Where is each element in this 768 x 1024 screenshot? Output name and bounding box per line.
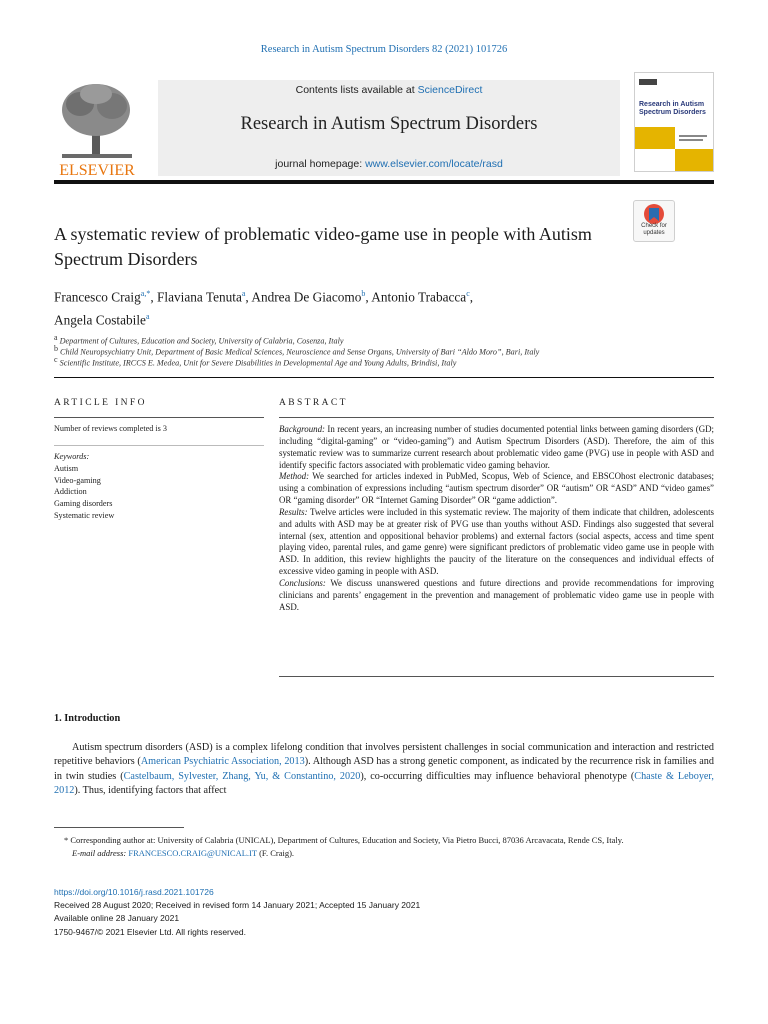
- abstract-text: In recent years, an increasing number of studies documented potential links between gaming disorders (GD; including “digital-gaming” or “video-gaming”) and Autism Spectrum Disorders (ASD). Therefore, the aim of this systematic review was to summarize current research about problematic video game (PVG) use in people with ASD and identify specific factors associated with problematic video gaming behavior.: [279, 424, 714, 470]
- keyword[interactable]: Autism: [54, 463, 79, 473]
- homepage-line: [158, 158, 620, 170]
- keyword[interactable]: Gaming disorders: [54, 499, 113, 509]
- homepage-prefix: journal homepage:: [275, 158, 366, 170]
- journal-title: Research in Autism Spectrum Disorders: [240, 114, 538, 134]
- abstract-conclusions: [279, 578, 714, 614]
- introduction-paragraph: [54, 741, 714, 799]
- citation-link[interactable]: Chaste & Leboyer, 2012: [54, 770, 714, 797]
- author-affiliation-mark[interactable]: b: [361, 289, 366, 298]
- copyright-line: 1750-9467/© 2021 Elsevier Ltd. All rights reserved.: [54, 926, 246, 937]
- email-label: E-mail address:: [72, 848, 127, 858]
- keywords-block: [54, 451, 114, 522]
- header-rule: [54, 180, 714, 184]
- divider: [54, 417, 264, 418]
- abstract-body: [279, 424, 714, 614]
- author-separator: ,: [365, 289, 372, 305]
- abstract-label: Results:: [279, 506, 308, 517]
- abstract-results: [279, 507, 714, 578]
- author-name[interactable]: Francesco Craig: [54, 289, 141, 305]
- paper-title: A systematic review of problematic video-game use in people with Autism Spectrum Disorders: [54, 224, 592, 269]
- footnote-rule: [54, 827, 184, 828]
- journal-cover-thumbnail[interactable]: [634, 72, 714, 172]
- divider: [279, 676, 714, 677]
- check-for-updates-label: Check for updates: [641, 223, 667, 236]
- abstract-label: Conclusions:: [279, 577, 326, 588]
- section-rule: [54, 377, 714, 378]
- affiliation-text: Scientific Institute, IRCCS E. Medea, Unit for Severe Disabilities in Developmental Age and Young Adults, Brindisi, Italy: [59, 358, 457, 368]
- corresponding-author-line: [54, 834, 714, 847]
- contents-prefix: Contents lists available at: [295, 84, 418, 96]
- author-list: [54, 284, 674, 331]
- journal-header: [54, 70, 714, 180]
- abstract-heading: ABSTRACT: [279, 398, 348, 408]
- author-affiliation-mark[interactable]: a: [241, 289, 246, 298]
- body-text: Autism spectrum disorders (ASD) is a complex lifelong condition that involves persistent challenges in social communication and interaction and restricted repetitive behaviors (: [54, 742, 714, 768]
- article-metadata: [54, 886, 420, 939]
- check-for-updates-button[interactable]: [633, 200, 675, 242]
- journal-citation-link[interactable]: Research in Autism Spectrum Disorders 82 (2021) 101726: [260, 44, 508, 55]
- author-affiliation-mark[interactable]: a: [145, 312, 150, 322]
- author-affiliation-mark[interactable]: a,*: [140, 289, 151, 298]
- contents-line: [158, 84, 620, 96]
- author-affiliation-mark[interactable]: c: [466, 289, 470, 298]
- keyword[interactable]: Addiction: [54, 487, 87, 497]
- journal-banner: [158, 80, 620, 176]
- footnote-star: *: [64, 835, 69, 845]
- abstract-method: [279, 471, 714, 507]
- citation-link[interactable]: Castelbaum, Sylvester, Zhang, Yu, & Constantino, 2020: [123, 770, 361, 782]
- article-info-heading: ARTICLE INFO: [54, 398, 147, 408]
- corresponding-author-footnote: [54, 834, 714, 860]
- available-online-date: Available online 28 January 2021: [54, 913, 180, 924]
- abstract-label: Method:: [279, 471, 310, 482]
- body-text: ), co-occurring difficulties may influence behavioral phenotype (: [360, 770, 635, 782]
- keyword[interactable]: Video-gaming: [54, 475, 101, 485]
- divider: [54, 445, 264, 446]
- affiliation-mark: b: [54, 344, 58, 353]
- author-email-link[interactable]: FRANCESCO.CRAIG@UNICAL.IT: [128, 848, 257, 858]
- author-separator: ,: [469, 289, 474, 305]
- affiliation-mark: c: [54, 355, 58, 364]
- abstract-background: [279, 424, 714, 471]
- body-text: ). Thus, identifying factors that affect: [74, 785, 227, 797]
- elsevier-logo[interactable]: [54, 80, 140, 180]
- introduction-heading: 1. Introduction: [54, 713, 121, 724]
- author-name[interactable]: Angela Costabile: [54, 312, 146, 328]
- author-separator: ,: [150, 289, 157, 305]
- email-line: [54, 847, 714, 860]
- doi-link[interactable]: https://doi.org/10.1016/j.rasd.2021.101726: [54, 887, 214, 897]
- sciencedirect-link[interactable]: ScienceDirect: [417, 84, 483, 96]
- body-text: ). Although ASD has a strong genetic component, as indicated by the recurrence risk in families and in twin studies (: [54, 756, 714, 782]
- author-name[interactable]: Antonio Trabacca: [371, 289, 467, 305]
- author-name[interactable]: Andrea De Giacomo: [251, 289, 362, 305]
- abstract-text: We discuss unanswered questions and future directions and provide recommendations for improving clinicians and parents’ engagement in the prevention and management of problematic video game use in people with ASD.: [279, 577, 714, 612]
- journal-homepage-link[interactable]: www.elsevier.com/locate/rasd: [365, 158, 503, 170]
- divider: [279, 417, 714, 418]
- received-dates: Received 28 August 2020; Received in revised form 14 January 2021; Accepted 15 January 2021: [54, 900, 421, 911]
- elsevier-wordmark: ELSEVIER: [59, 162, 135, 179]
- author-separator: ,: [245, 289, 252, 305]
- affiliation-mark: a: [54, 333, 58, 342]
- abstract-text: We searched for articles indexed in PubMed, Scopus, Web of Science, and EBSCOhost electronic databases; using a combination of expressions including “autism spectrum disorder” OR “autism” OR “ASD” AND “video games” OR “gaming disorder” OR “Internet Gaming Disorder” OR “game addiction”.: [279, 471, 714, 506]
- author-name[interactable]: Flaviana Tenuta: [157, 289, 242, 305]
- cover-title: Research in Autism Spectrum Disorders: [639, 101, 706, 116]
- reviews-count: Number of reviews completed is 3: [54, 424, 168, 433]
- citation-link[interactable]: American Psychiatric Association, 2013: [140, 756, 305, 768]
- abstract-label: Background:: [279, 424, 326, 434]
- email-suffix: (F. Craig).: [256, 848, 295, 858]
- affiliation: [54, 355, 714, 368]
- affiliation-text: Child Neuropsychiatry Unit, Department of Basic Medical Sciences, Neuroscience and Sense Organs, University of Bari “Aldo Moro”, Bari, Italy: [60, 347, 540, 357]
- keyword[interactable]: Systematic review: [54, 510, 115, 520]
- affiliation-text: Department of Cultures, Education and Society, University of Calabria, Cosenza, Italy: [59, 336, 344, 346]
- keywords-label: Keywords:: [54, 452, 90, 461]
- corresponding-text: Corresponding author at: University of Calabria (UNICAL), Department of Cultures, Education and Society, Via Pietro Bucci, 87036 Arcavacata, Rende CS, Italy.: [68, 835, 624, 845]
- abstract-text: Twelve articles were included in this systematic review. The majority of them indicate that children, adolescents and adults with ASD may be at greater risk of PVG use than youths without ASD. Findings also suggested that several internal (sex, attention and oppositional behavior problems) and external factors (social aspects, access and time spent playing video, parental rules, and game genre) were significant predictors of problematic video game use in people with ASD. In addition, this review highlights the paucity of the literature on the consequences and individual effects of excessive video gaming in people with ASD.: [279, 506, 714, 577]
